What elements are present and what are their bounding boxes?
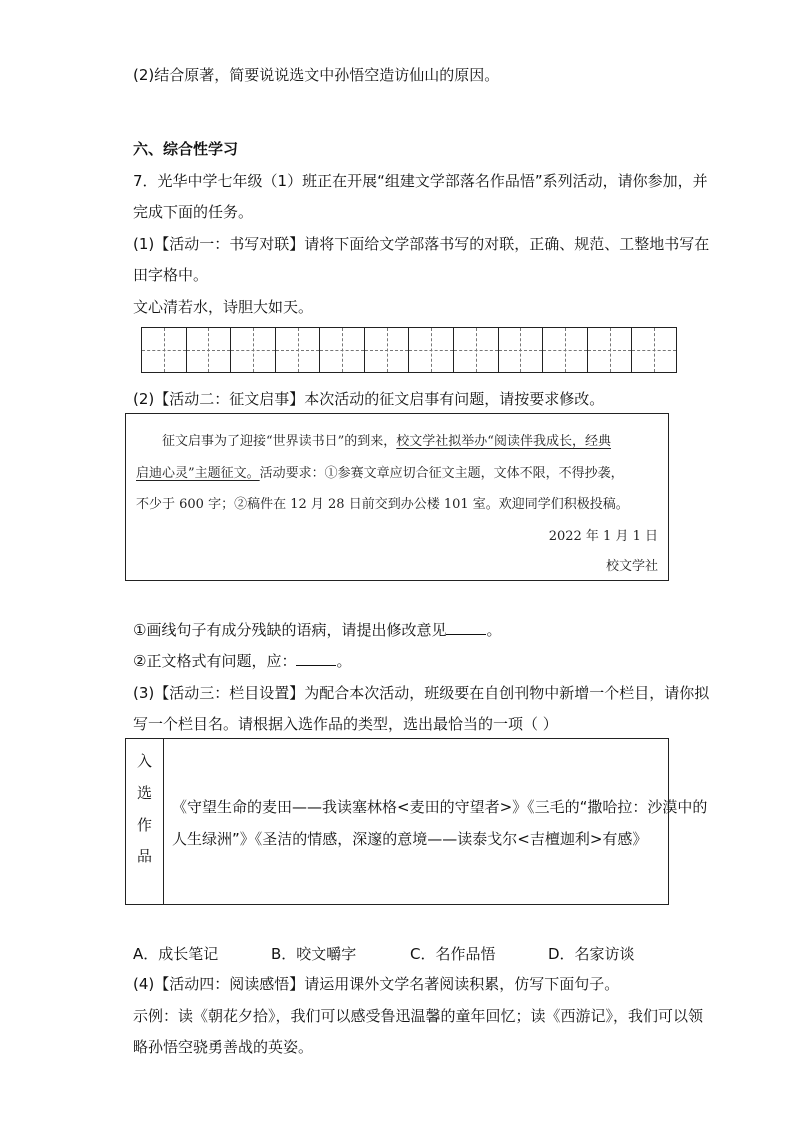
activity-3-line2: 写一个栏目名。请根据入选作品的类型，选出最恰当的一项（ ） xyxy=(133,715,558,733)
table-content-line2: 人生绿洲”》《圣洁的情感，深邃的意境——读泰戈尔<吉檀迦利>有感》 xyxy=(172,830,648,848)
notice-signer: 校文学社 xyxy=(605,559,658,574)
grid-cell[interactable] xyxy=(320,328,365,372)
table-content-line1: 《守望生命的麦田——我读塞林格<麦田的守望者>》《三毛的“撒哈拉：沙漠中的 xyxy=(172,798,708,816)
grid-cell[interactable] xyxy=(276,328,321,372)
grid-cell[interactable] xyxy=(543,328,588,372)
question-2-prompt: (2)结合原著，简要说说选文中孙悟空造访仙山的原因。 xyxy=(133,66,500,84)
grid-cell[interactable] xyxy=(142,328,187,372)
option-b[interactable]: B．咬文嚼字 xyxy=(271,945,357,963)
notice-line1-plain: 征文启事为了迎接“世界读书日”的到来， xyxy=(162,434,397,449)
question-7-line1: 7．光华中学七年级（1）班正在开展“组建文学部落名作品悟”系列活动，请你参加，并 xyxy=(133,172,708,190)
sub-question-2 xyxy=(133,651,351,671)
sub-question-1-period: 。 xyxy=(486,621,502,639)
header-char: 选 xyxy=(136,784,152,802)
answer-blank-1[interactable] xyxy=(446,620,486,635)
notice-line2-plain: 活动要求：①参赛文章应切合征文主题，文体不限，不得抄袭， xyxy=(259,466,624,481)
sub-question-1 xyxy=(133,620,501,640)
grid-cell[interactable] xyxy=(365,328,410,372)
grid-cell[interactable] xyxy=(454,328,499,372)
activity-4-prompt: (4)【活动四：阅读感悟】请运用课外文学名著阅读积累，仿写下面句子。 xyxy=(133,975,620,993)
header-char: 品 xyxy=(136,847,152,865)
activity-3-line1: (3)【活动三：栏目设置】为配合本次活动，班级要在自创刊物中新增一个栏目，请你拟 xyxy=(133,684,710,702)
table-header-column xyxy=(126,739,164,904)
sub-question-2-text: ②正文格式有问题，应： xyxy=(133,652,297,670)
question-7-line2: 完成下面的任务。 xyxy=(133,203,254,221)
grid-cell[interactable] xyxy=(499,328,544,372)
answer-blank-2[interactable] xyxy=(296,651,336,666)
essay-notice-box xyxy=(125,413,669,581)
header-char: 入 xyxy=(136,752,152,770)
sub-question-1-text: ①画线句子有成分残缺的语病，请提出修改意见 xyxy=(133,621,447,639)
example-line1: 示例：读《朝花夕拾》，我们可以感受鲁迅温馨的童年回忆；读《西游记》，我们可以领 xyxy=(133,1007,704,1025)
grid-cell[interactable] xyxy=(588,328,633,372)
activity-1-line2: 田字格中。 xyxy=(133,266,209,284)
sub-question-2-period: 。 xyxy=(336,652,352,670)
option-a[interactable]: A．成长笔记 xyxy=(133,945,219,963)
activity-2-prompt: (2)【活动二：征文启事】本次活动的征文启事有问题，请按要求修改。 xyxy=(133,390,605,408)
grid-cell[interactable] xyxy=(409,328,454,372)
notice-date: 2022 年 1 月 1 日 xyxy=(548,529,658,544)
notice-line3: 不少于 600 字；②稿件在 12 月 28 日前交到办公楼 101 室。欢迎同学们积极投稿。 xyxy=(136,497,629,512)
couplet-text: 文心清若水，诗胆大如天。 xyxy=(133,298,314,316)
grid-cell[interactable] xyxy=(187,328,232,372)
grid-cell[interactable] xyxy=(632,328,676,372)
option-d[interactable]: D．名家访谈 xyxy=(548,945,635,963)
notice-line2-underlined: 启迪心灵”主题征文。 xyxy=(136,466,260,481)
option-c[interactable]: C．名作品悟 xyxy=(410,945,496,963)
tianzi-grid[interactable] xyxy=(141,327,677,373)
section-title: 六、综合性学习 xyxy=(133,140,239,158)
activity-1-line1: (1)【活动一：书写对联】请将下面给文学部落书写的对联，正确、规范、工整地书写在 xyxy=(133,235,710,253)
notice-line1-underlined: 校文学社拟举办“阅读伴我成长，经典 xyxy=(396,434,611,449)
header-char: 作 xyxy=(136,816,152,834)
selected-works-table xyxy=(125,738,708,905)
example-line2: 略孙悟空骁勇善战的英姿。 xyxy=(133,1038,314,1056)
grid-cell[interactable] xyxy=(231,328,276,372)
